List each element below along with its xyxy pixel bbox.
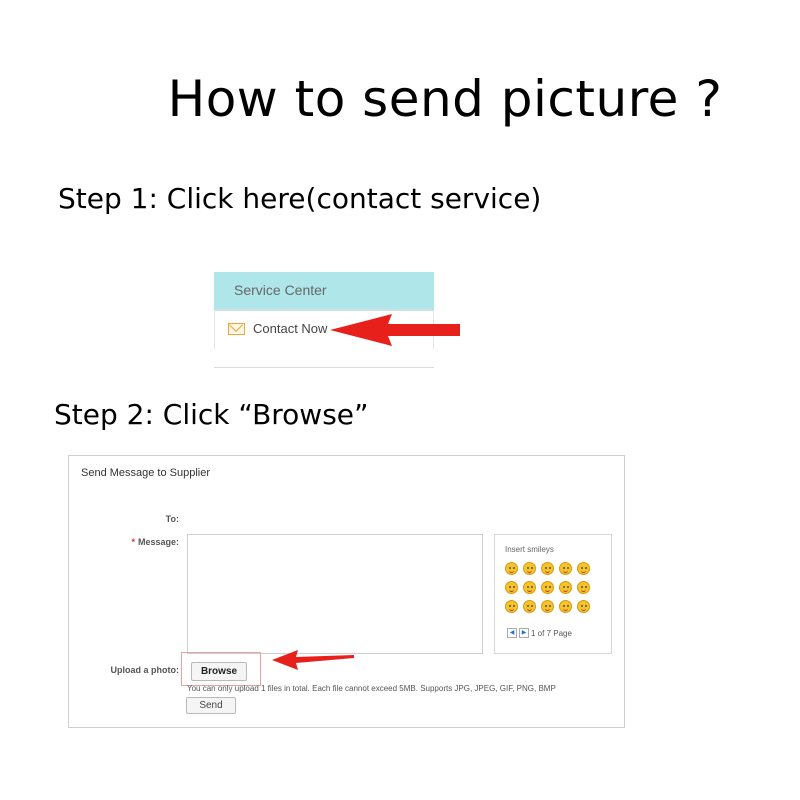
pager-text: 1 of 7 Page bbox=[531, 628, 572, 638]
smiley-grid bbox=[505, 562, 595, 613]
prev-page-icon[interactable]: ◀ bbox=[507, 628, 517, 638]
smiley-icon[interactable] bbox=[541, 562, 554, 575]
to-label: To: bbox=[165, 514, 179, 524]
message-label-row bbox=[109, 537, 179, 547]
smileys-header: Insert smileys bbox=[505, 545, 554, 554]
step-2-text: Step 2: Click “Browse” bbox=[54, 398, 369, 431]
smileys-panel bbox=[494, 534, 612, 654]
required-mark: * bbox=[131, 537, 135, 547]
smiley-icon[interactable] bbox=[505, 600, 518, 613]
smiley-icon[interactable] bbox=[523, 581, 536, 594]
step-1-text: Step 1: Click here(contact service) bbox=[58, 182, 542, 215]
smiley-icon[interactable] bbox=[523, 600, 536, 613]
arrow-to-contact-now bbox=[330, 312, 462, 348]
smiley-pager bbox=[507, 628, 572, 638]
message-label: Message: bbox=[137, 537, 179, 547]
smiley-icon[interactable] bbox=[559, 562, 572, 575]
service-center-footer bbox=[214, 349, 434, 368]
message-textarea[interactable] bbox=[187, 534, 483, 654]
browse-button[interactable]: Browse bbox=[191, 662, 247, 681]
smiley-icon[interactable] bbox=[541, 581, 554, 594]
smiley-icon[interactable] bbox=[577, 562, 590, 575]
upload-hint: You can only upload 1 files in total. Each file cannot exceed 5MB. Supports JPG, JPEG, GIF, PNG, BMP bbox=[187, 684, 556, 693]
smiley-icon[interactable] bbox=[559, 581, 572, 594]
arrow-to-browse-button bbox=[272, 648, 356, 672]
smiley-icon[interactable] bbox=[541, 600, 554, 613]
form-title: Send Message to Supplier bbox=[81, 467, 211, 479]
envelope-icon bbox=[228, 323, 245, 335]
send-button[interactable]: Send bbox=[186, 697, 236, 714]
send-message-form bbox=[68, 455, 625, 728]
service-center-header: Service Center bbox=[214, 272, 434, 311]
next-page-icon[interactable]: ▶ bbox=[519, 628, 529, 638]
contact-now-label: Contact Now bbox=[253, 321, 328, 336]
smiley-icon[interactable] bbox=[577, 581, 590, 594]
smiley-icon[interactable] bbox=[523, 562, 536, 575]
smiley-icon[interactable] bbox=[559, 600, 572, 613]
smiley-icon[interactable] bbox=[577, 600, 590, 613]
upload-label: Upload a photo: bbox=[110, 665, 179, 675]
page-title: How to send picture ? bbox=[167, 70, 723, 128]
smiley-icon[interactable] bbox=[505, 581, 518, 594]
smiley-icon[interactable] bbox=[505, 562, 518, 575]
